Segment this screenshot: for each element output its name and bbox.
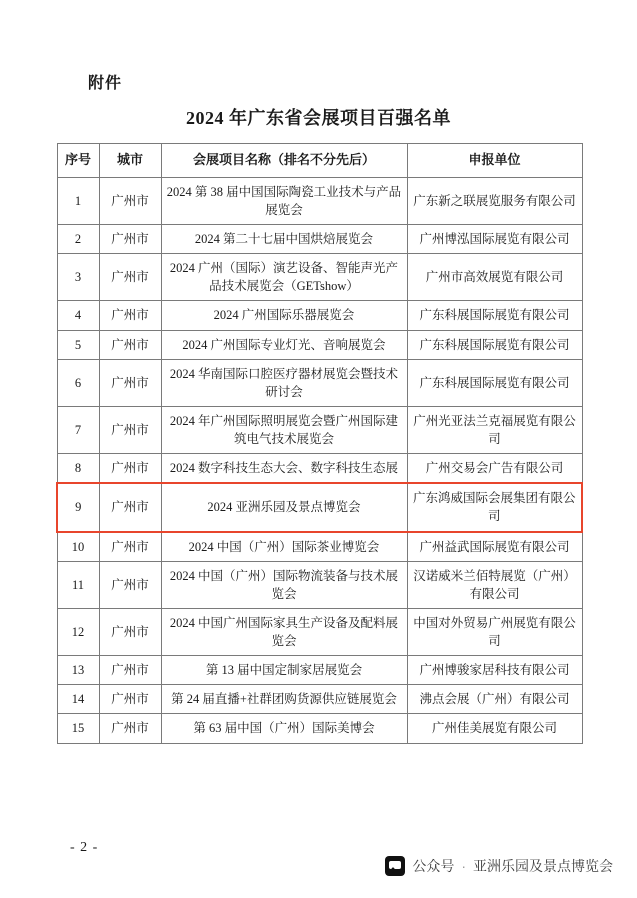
footer-brand bbox=[385, 856, 613, 876]
cell-no: 3 bbox=[57, 254, 99, 301]
cell-city: 广州市 bbox=[99, 561, 161, 608]
cell-applicant-unit: 广州市高效展览有限公司 bbox=[407, 254, 582, 301]
cell-city: 广州市 bbox=[99, 406, 161, 453]
cell-project-name: 2024 华南国际口腔医疗器材展览会暨技术研讨会 bbox=[161, 359, 407, 406]
cell-no: 4 bbox=[57, 301, 99, 330]
cell-applicant-unit: 广东科展国际展览有限公司 bbox=[407, 301, 582, 330]
cell-project-name: 2024 广州国际乐器展览会 bbox=[161, 301, 407, 330]
table-row bbox=[57, 330, 582, 359]
brand-prefix: 公众号 bbox=[412, 858, 455, 874]
cell-city: 广州市 bbox=[99, 714, 161, 743]
table-header-row bbox=[57, 144, 582, 178]
cell-city: 广州市 bbox=[99, 532, 161, 562]
cell-project-name: 第 24 届直播+社群团购货源供应链展览会 bbox=[161, 685, 407, 714]
cell-no: 12 bbox=[57, 608, 99, 655]
table-row bbox=[57, 608, 582, 655]
table-row bbox=[57, 254, 582, 301]
cell-applicant-unit: 沸点会展（广州）有限公司 bbox=[407, 685, 582, 714]
cell-city: 广州市 bbox=[99, 330, 161, 359]
cell-applicant-unit: 广州交易会广告有限公司 bbox=[407, 454, 582, 484]
cell-no: 14 bbox=[57, 685, 99, 714]
table-row bbox=[57, 359, 582, 406]
cell-city: 广州市 bbox=[99, 608, 161, 655]
brand-separator: · bbox=[461, 858, 466, 874]
cell-project-name: 2024 亚洲乐园及景点博览会 bbox=[161, 483, 407, 531]
cell-applicant-unit: 汉诺威米兰佰特展览（广州）有限公司 bbox=[407, 561, 582, 608]
cell-applicant-unit: 广东科展国际展览有限公司 bbox=[407, 359, 582, 406]
cell-project-name: 2024 第 38 届中国国际陶瓷工业技术与产品展览会 bbox=[161, 177, 407, 224]
cell-city: 广州市 bbox=[99, 254, 161, 301]
cell-no: 2 bbox=[57, 225, 99, 254]
attachment-label: 附件 bbox=[88, 75, 123, 92]
table-row bbox=[57, 532, 582, 562]
column-header-applicant-unit: 申报单位 bbox=[407, 144, 582, 178]
brand-name: 亚洲乐园及景点博览会 bbox=[473, 858, 613, 874]
cell-project-name: 2024 数字科技生态大会、数字科技生态展 bbox=[161, 454, 407, 484]
column-header-no: 序号 bbox=[57, 144, 99, 178]
cell-city: 广州市 bbox=[99, 483, 161, 531]
cell-no: 8 bbox=[57, 454, 99, 484]
cell-applicant-unit: 广州博骏家居科技有限公司 bbox=[407, 656, 582, 685]
cell-project-name: 2024 中国（广州）国际物流装备与技术展览会 bbox=[161, 561, 407, 608]
cell-project-name: 2024 广州国际专业灯光、音响展览会 bbox=[161, 330, 407, 359]
cell-city: 广州市 bbox=[99, 301, 161, 330]
table-row bbox=[57, 177, 582, 224]
cell-project-name: 第 13 届中国定制家居展览会 bbox=[161, 656, 407, 685]
table-row bbox=[57, 454, 582, 484]
cell-applicant-unit: 中国对外贸易广州展览有限公司 bbox=[407, 608, 582, 655]
cell-applicant-unit: 广州光亚法兰克福展览有限公司 bbox=[407, 406, 582, 453]
column-header-project-name: 会展项目名称（排名不分先后） bbox=[161, 144, 407, 178]
table-row bbox=[57, 225, 582, 254]
cell-applicant-unit: 广州佳美展览有限公司 bbox=[407, 714, 582, 743]
table-row bbox=[57, 656, 582, 685]
cell-project-name: 2024 中国广州国际家具生产设备及配料展览会 bbox=[161, 608, 407, 655]
cell-no: 7 bbox=[57, 406, 99, 453]
table-row bbox=[57, 406, 582, 453]
column-header-city: 城市 bbox=[99, 144, 161, 178]
cell-no: 15 bbox=[57, 714, 99, 743]
cell-applicant-unit: 广东鸿威国际会展集团有限公司 bbox=[407, 483, 582, 531]
cell-no: 11 bbox=[57, 561, 99, 608]
cell-city: 广州市 bbox=[99, 359, 161, 406]
expo-list-table bbox=[56, 143, 583, 744]
cell-project-name: 2024 中国（广州）国际茶业博览会 bbox=[161, 532, 407, 562]
page-number: - 2 - bbox=[70, 840, 99, 855]
cell-city: 广州市 bbox=[99, 454, 161, 484]
cell-city: 广州市 bbox=[99, 685, 161, 714]
cell-city: 广州市 bbox=[99, 225, 161, 254]
table-row bbox=[57, 561, 582, 608]
cell-no: 10 bbox=[57, 532, 99, 562]
table-row bbox=[57, 714, 582, 743]
cell-no: 13 bbox=[57, 656, 99, 685]
cell-project-name: 第 63 届中国（广州）国际美博会 bbox=[161, 714, 407, 743]
cell-project-name: 2024 广州（国际）演艺设备、智能声光产品技术展览会（GETshow） bbox=[161, 254, 407, 301]
table-row bbox=[57, 301, 582, 330]
wechat-official-account-icon bbox=[385, 856, 405, 876]
cell-no: 6 bbox=[57, 359, 99, 406]
cell-project-name: 2024 年广州国际照明展览会暨广州国际建筑电气技术展览会 bbox=[161, 406, 407, 453]
table-row bbox=[57, 483, 582, 531]
cell-city: 广州市 bbox=[99, 177, 161, 224]
cell-no: 5 bbox=[57, 330, 99, 359]
cell-applicant-unit: 广州益武国际展览有限公司 bbox=[407, 532, 582, 562]
table-row bbox=[57, 685, 582, 714]
table-body bbox=[57, 177, 582, 743]
cell-applicant-unit: 广东科展国际展览有限公司 bbox=[407, 330, 582, 359]
page-title: 2024 年广东省会展项目百强名单 bbox=[186, 108, 451, 128]
cell-no: 9 bbox=[57, 483, 99, 531]
cell-applicant-unit: 广东新之联展览服务有限公司 bbox=[407, 177, 582, 224]
cell-no: 1 bbox=[57, 177, 99, 224]
cell-project-name: 2024 第二十七届中国烘焙展览会 bbox=[161, 225, 407, 254]
cell-city: 广州市 bbox=[99, 656, 161, 685]
cell-applicant-unit: 广州博泓国际展览有限公司 bbox=[407, 225, 582, 254]
